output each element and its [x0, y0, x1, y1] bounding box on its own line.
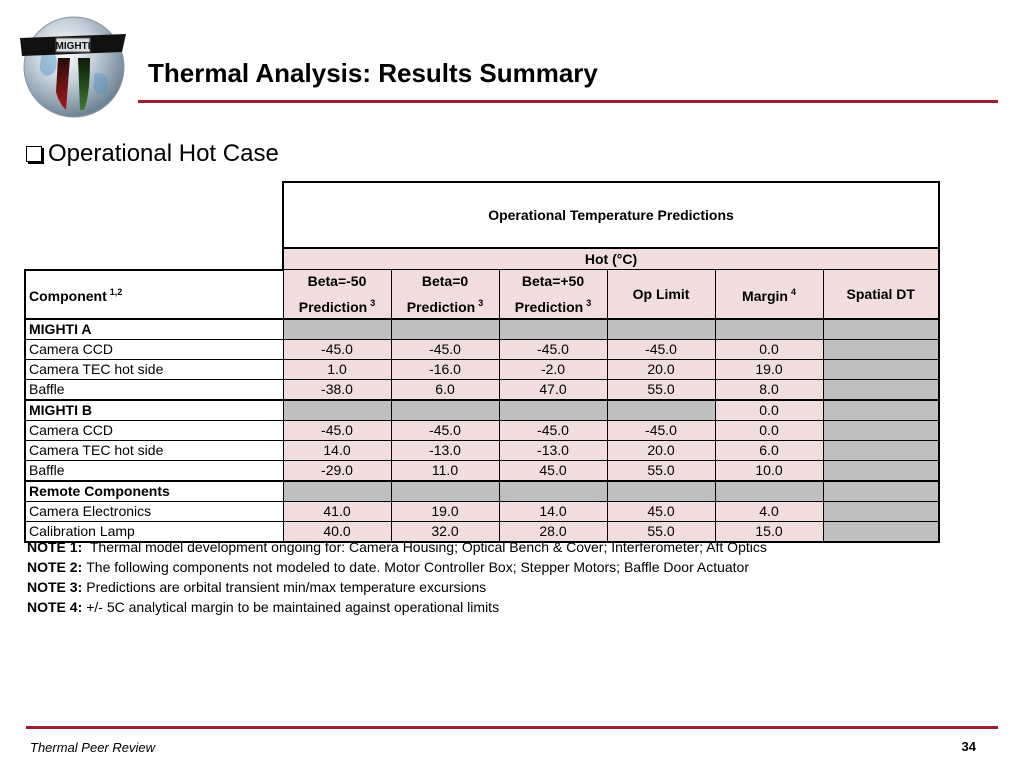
value-cell — [499, 481, 607, 502]
note-text: +/- 5C analytical margin to be maintained against operational limits — [86, 599, 500, 615]
value-cell: -2.0 — [499, 360, 607, 380]
value-cell: 20.0 — [607, 360, 715, 380]
value-cell — [607, 400, 715, 421]
value-cell: 19.0 — [715, 360, 823, 380]
value-cell: -45.0 — [391, 421, 499, 441]
value-cell: 40.0 — [283, 522, 391, 543]
component-name: MIGHTI B — [25, 400, 283, 421]
value-cell: 1.0 — [283, 360, 391, 380]
hot-units-header: Hot (°C) — [283, 248, 939, 270]
value-cell: 8.0 — [715, 380, 823, 401]
value-cell: -45.0 — [391, 340, 499, 360]
value-cell: -29.0 — [283, 461, 391, 482]
value-cell: 55.0 — [607, 380, 715, 401]
value-cell: 6.0 — [391, 380, 499, 401]
spatial-dt-cell — [823, 400, 939, 421]
note-label: NOTE 2: — [27, 559, 83, 575]
note-label: NOTE 4: — [27, 599, 83, 615]
note-line — [27, 577, 767, 597]
logo-text: MIGHTI — [55, 41, 91, 52]
value-cell — [283, 400, 391, 421]
table-section-row — [25, 400, 939, 421]
component-header: Component $^{1,2}$ — [25, 270, 283, 320]
note-label: NOTE 3: — [27, 579, 83, 595]
temperature-table — [24, 181, 940, 543]
value-cell: -13.0 — [391, 441, 499, 461]
checkbox-bullet-icon — [26, 146, 42, 162]
value-cell — [499, 319, 607, 340]
value-cell: 0.0 — [715, 340, 823, 360]
spatial-dt-cell — [823, 421, 939, 441]
value-cell — [391, 481, 499, 502]
table-row — [25, 461, 939, 482]
footer-divider — [26, 726, 998, 729]
value-cell: -45.0 — [499, 421, 607, 441]
component-name: Camera TEC hot side — [25, 360, 283, 380]
value-cell: 10.0 — [715, 461, 823, 482]
table-row — [25, 421, 939, 441]
component-name: Camera Electronics — [25, 502, 283, 522]
op-limit-header: Op Limit — [607, 270, 715, 320]
value-cell: -45.0 — [607, 421, 715, 441]
component-name: Camera TEC hot side — [25, 441, 283, 461]
page-title: Thermal Analysis: Results Summary — [148, 58, 598, 88]
table-row — [25, 502, 939, 522]
value-cell: 14.0 — [283, 441, 391, 461]
note-line — [27, 537, 767, 557]
value-cell: 15.0 — [715, 522, 823, 543]
value-cell: 47.0 — [499, 380, 607, 401]
table-row — [25, 380, 939, 401]
value-cell: -13.0 — [499, 441, 607, 461]
value-cell: -45.0 — [607, 340, 715, 360]
note-text: Thermal model development ongoing for: Camera Housing; Optical Bench & Cover; Interferometer; Aft Optics — [86, 539, 767, 555]
value-cell — [391, 319, 499, 340]
margin-header: Margin $^4$ — [715, 270, 823, 320]
value-cell: 41.0 — [283, 502, 391, 522]
value-cell: -45.0 — [499, 340, 607, 360]
table-row — [25, 441, 939, 461]
value-cell — [391, 400, 499, 421]
notes-block — [27, 537, 767, 617]
value-cell: 28.0 — [499, 522, 607, 543]
component-name: Remote Components — [25, 481, 283, 502]
beta-0-header: Beta=0 Prediction $^3$ — [391, 270, 499, 320]
spatial-dt-header: Spatial DT — [823, 270, 939, 320]
spatial-dt-cell — [823, 340, 939, 360]
beta-pos50-header: Beta=+50 Prediction $^3$ — [499, 270, 607, 320]
spatial-dt-cell — [823, 461, 939, 482]
page-number: 34 — [961, 739, 976, 754]
component-name: Camera CCD — [25, 421, 283, 441]
table-body — [25, 319, 939, 542]
value-cell: -38.0 — [283, 380, 391, 401]
spatial-dt-cell — [823, 441, 939, 461]
value-cell: 32.0 — [391, 522, 499, 543]
table-section-row — [25, 481, 939, 502]
note-text: Predictions are orbital transient min/max temperature excursions — [86, 579, 487, 595]
table-section-row — [25, 319, 939, 340]
value-cell: -45.0 — [283, 340, 391, 360]
value-cell: 14.0 — [499, 502, 607, 522]
note-line — [27, 557, 767, 577]
value-cell: 0.0 — [715, 421, 823, 441]
table-row — [25, 340, 939, 360]
spatial-dt-cell — [823, 319, 939, 340]
spatial-dt-cell — [823, 380, 939, 401]
value-cell: 4.0 — [715, 502, 823, 522]
value-cell — [607, 319, 715, 340]
value-cell: 6.0 — [715, 441, 823, 461]
component-name: MIGHTI A — [25, 319, 283, 340]
value-cell — [283, 481, 391, 502]
section-heading: Operational Hot Case — [48, 140, 279, 167]
table-title: Operational Temperature Predictions — [283, 182, 939, 248]
spatial-dt-cell — [823, 360, 939, 380]
value-cell — [607, 481, 715, 502]
note-line — [27, 597, 767, 617]
value-cell: 20.0 — [607, 441, 715, 461]
value-cell — [715, 481, 823, 502]
title-divider — [138, 100, 998, 103]
component-name: Baffle — [25, 461, 283, 482]
value-cell: 19.0 — [391, 502, 499, 522]
component-name: Calibration Lamp — [25, 522, 283, 543]
spatial-dt-cell — [823, 502, 939, 522]
note-label: NOTE 1: — [27, 539, 83, 555]
table-row — [25, 360, 939, 380]
value-cell: 0.0 — [715, 400, 823, 421]
value-cell: 45.0 — [607, 502, 715, 522]
value-cell: 11.0 — [391, 461, 499, 482]
value-cell: 45.0 — [499, 461, 607, 482]
spatial-dt-cell — [823, 481, 939, 502]
mighti-logo — [18, 14, 128, 120]
component-name: Camera CCD — [25, 340, 283, 360]
component-name: Baffle — [25, 380, 283, 401]
footer-title: Thermal Peer Review — [30, 740, 155, 755]
note-text: The following components not modeled to date. Motor Controller Box; Stepper Motors; Baffle Door Actuator — [86, 559, 749, 575]
section-bullet — [26, 140, 279, 168]
value-cell: 55.0 — [607, 461, 715, 482]
spatial-dt-cell — [823, 522, 939, 543]
value-cell: 55.0 — [607, 522, 715, 543]
value-cell — [283, 319, 391, 340]
value-cell: -45.0 — [283, 421, 391, 441]
beta-neg50-header: Beta=-50 Prediction $^3$ — [283, 270, 391, 320]
value-cell: -16.0 — [391, 360, 499, 380]
value-cell — [499, 400, 607, 421]
value-cell — [715, 319, 823, 340]
